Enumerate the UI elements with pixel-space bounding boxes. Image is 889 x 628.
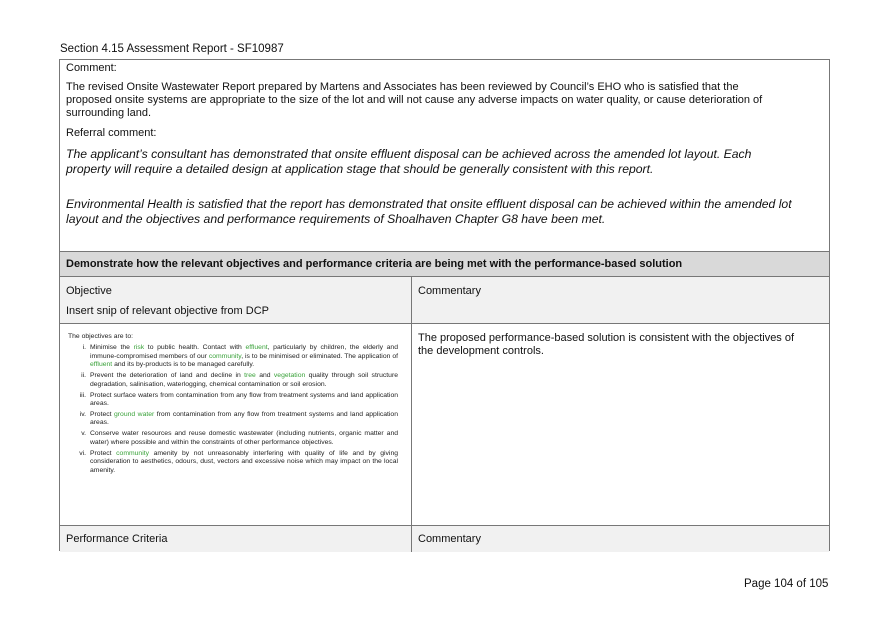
comment-section [60,60,829,251]
snip-highlighted-term: ground water [114,411,155,419]
comment-paragraph-line-2: proposed onsite systems are appropriate to the size of the lot and will not cause any adverse impacts on water quality, or cause deterioration of [66,94,763,106]
snip-highlighted-term: effluent [245,344,268,352]
commentary-line-1: The proposed performance-based solution is consistent with the objectives of [418,332,795,344]
snip-item-text: Conserve water resources and reuse domestic wastewater (including nutrients, organic matter and water) where possible and within the constraints of other performance objectives. [90,430,398,446]
snip-item-number: v. [81,430,86,438]
objective-body-row [60,324,829,526]
performance-criteria-cell [60,526,412,552]
objective-instruction: Insert snip of relevant objective from DCP [66,305,269,317]
snip-objective-item [68,411,398,428]
report-header-title: Section 4.15 Assessment Report - SF10987 [60,43,284,55]
snip-highlighted-term: risk [133,344,145,352]
snip-item-number: ii. [81,372,86,380]
snip-highlighted-term: effluent [90,361,113,369]
snip-item-text: Protect [90,449,117,457]
snip-item-text: Protect surface waters from contamination from any flow from treatment systems and land application areas. [90,391,398,408]
performance-criteria-heading: Performance Criteria [66,533,168,545]
commentary-heading: Commentary [418,285,481,297]
snip-highlighted-term: vegetation [273,372,306,380]
comment-label: Comment: [66,62,117,74]
snip-item-text: from contamination from any flow from treatment systems and land application areas. [90,411,398,427]
referral-quote-1-line-1: The applicant’s consultant has demonstrated that onsite effluent disposal can be achieved across the amended lot layout. Each [66,147,752,161]
snip-highlighted-term: community [208,352,242,360]
snip-item-text: and [255,372,274,380]
performance-criteria-row [60,526,829,552]
objective-header-cell [60,277,412,323]
referral-comment-label: Referral comment: [66,127,157,139]
snip-item-text: to public health. Contact with [144,344,246,352]
snip-item-text: quality through soil structure degradation, salinisation, waterlogging, chemical contamination or soil erosion. [90,372,398,388]
referral-quote-1-line-2: property will require a detailed design at application stage that should be generally consistent with this report. [66,162,654,176]
snip-objective-item [68,344,398,369]
snip-objective-item [68,372,398,389]
snip-objective-item [68,430,398,447]
comment-paragraph-line-3: surrounding land. [66,107,152,119]
referral-quote-2-line-2: layout and the objectives and performance requirements of Shoalhaven Chapter G8 have been met. [66,212,606,226]
snip-item-text: amenity by not unreasonably interfering with quality of life and by giving consideration to aesthetics, odours, dust, vectors and excessive noise which may impact on the local amenity. [90,449,399,474]
snip-highlighted-term: community [116,449,149,457]
snip-objective-item [68,450,398,475]
objective-commentary-cell [412,324,829,525]
objective-snip-cell [60,324,412,525]
comment-paragraph-line-1: The revised Onsite Wastewater Report prepared by Martens and Associates has been reviewed by Council’s EHO who is satisfied that the [66,81,739,93]
objective-header-row [60,277,829,324]
snip-highlighted-term: tree [244,372,256,380]
snip-item-number: i. [82,344,86,352]
snip-item-text: Protect [90,411,115,419]
snip-objective-item [68,392,398,409]
commentary-header-cell [412,277,829,323]
snip-objectives-list [68,344,398,475]
referral-quote-2-line-1: Environmental Health is satisfied that the report has demonstrated that onsite effluent disposal can be achieved within the amended lot [66,197,792,211]
snip-item-text: and its by-products is to be managed carefully. [112,361,255,369]
snip-item-text: Minimise the [90,344,134,352]
objective-heading: Objective [66,285,112,297]
assessment-table-frame [59,59,830,551]
snip-item-number: iii. [79,391,86,399]
dcp-objectives-snip [68,333,398,478]
snip-item-text: Prevent the deterioration of land and decline in [90,372,245,380]
commentary-line-2: the development controls. [418,345,544,357]
snip-item-number: iv. [79,411,86,419]
snip-intro: The objectives are to: [68,333,133,340]
performance-commentary-heading: Commentary [418,533,481,545]
performance-solution-banner: Demonstrate how the relevant objectives and performance criteria are being met with the performance-based solution [60,251,829,277]
snip-item-text: , particularly by children, the elderly and immune-compromised members of our [90,344,398,360]
snip-item-text: , is to be minimised or eliminated. The application of [241,352,398,360]
page-number: Page 104 of 105 [744,578,829,590]
snip-item-number: vi. [79,449,86,457]
performance-commentary-cell [412,526,829,552]
